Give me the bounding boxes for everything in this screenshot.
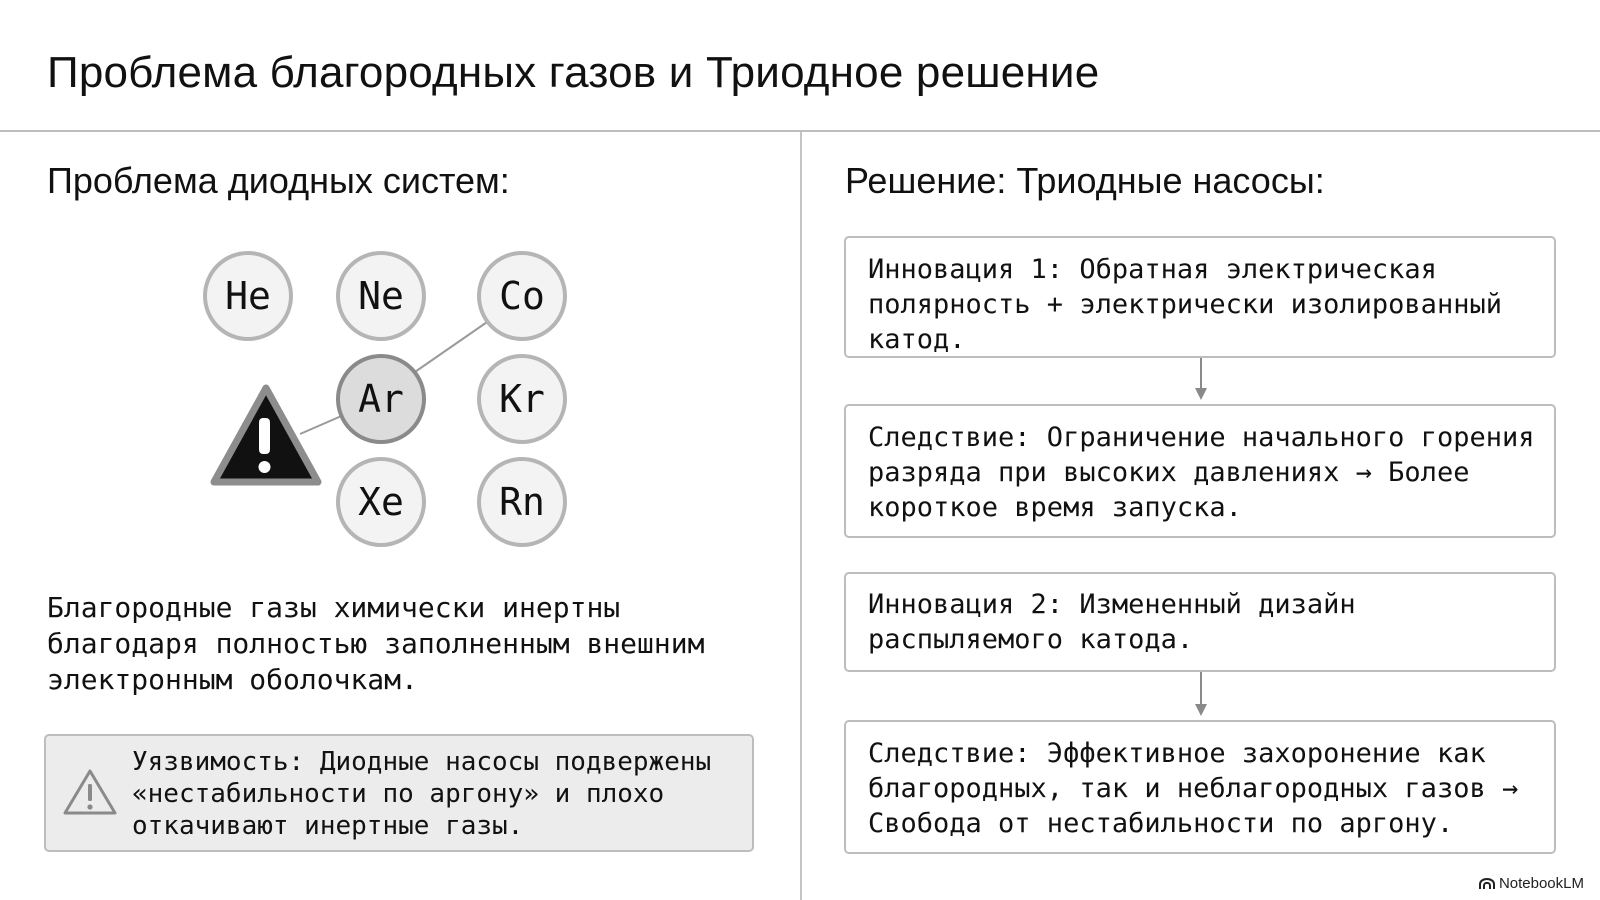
flow-arrow-down-icon [1193, 672, 1209, 720]
left-column-heading: Проблема диодных систем: [47, 160, 510, 201]
vulnerability-text: Уязвимость: Диодные насосы подвержены «нестабильности по аргону» и плохо откачивают инертные газы. [132, 747, 712, 841]
consequence-2-text: Следствие: Эффективное захоронение как благородных, так и неблагородных газов → Свобода от нестабильности по аргону. [868, 738, 1519, 839]
element-kr-symbol: Kr [499, 377, 545, 421]
warning-triangle-icon [214, 388, 318, 482]
element-xe-symbol: Xe [358, 480, 404, 524]
consequence-1-box [844, 404, 1556, 538]
noble-gas-diagram [200, 248, 580, 558]
element-co [479, 253, 565, 339]
innovation-1-text: Инновация 1: Обратная электрическая полярность + электрически изолированный катод. [868, 254, 1502, 355]
argon-cobalt-connector [412, 320, 490, 374]
argon-warning-connector [300, 414, 346, 434]
warning-outline-icon [62, 767, 118, 817]
right-column-heading: Решение: Триодные насосы: [845, 160, 1325, 201]
notebooklm-watermark [1479, 875, 1584, 892]
element-co-symbol: Co [499, 274, 545, 318]
element-xe [338, 459, 424, 545]
element-he-symbol: He [225, 274, 271, 318]
element-rn-symbol: Rn [499, 480, 545, 524]
element-ne [338, 253, 424, 339]
element-ne-symbol: Ne [358, 274, 404, 318]
notebooklm-brand-text: NotebookLM [1498, 875, 1584, 892]
element-he [205, 253, 291, 339]
element-kr [479, 356, 565, 442]
consequence-1-text: Следствие: Ограничение начального горения разряда при высоких давлениях → Более короткое время запуска. [868, 422, 1535, 523]
innovation-2-box [844, 572, 1556, 672]
noble-gas-explanation: Благородные газы химически инертны благодаря полностью заполненным внешним электронным оболочкам. [47, 591, 705, 696]
notebooklm-logo-icon [1479, 878, 1495, 890]
element-rn [479, 459, 565, 545]
vulnerability-callout [44, 734, 754, 852]
slide-title: Проблема благородных газов и Триодное решение [47, 48, 1100, 97]
element-ar-symbol: Ar [358, 377, 404, 421]
flow-arrow-down-icon [1193, 358, 1209, 404]
innovation-1-box [844, 236, 1556, 358]
column-divider [800, 132, 802, 900]
innovation-2-text: Инновация 2: Измененный дизайн распыляемого катода. [868, 589, 1356, 655]
element-ar [338, 356, 424, 442]
consequence-2-box [844, 720, 1556, 854]
